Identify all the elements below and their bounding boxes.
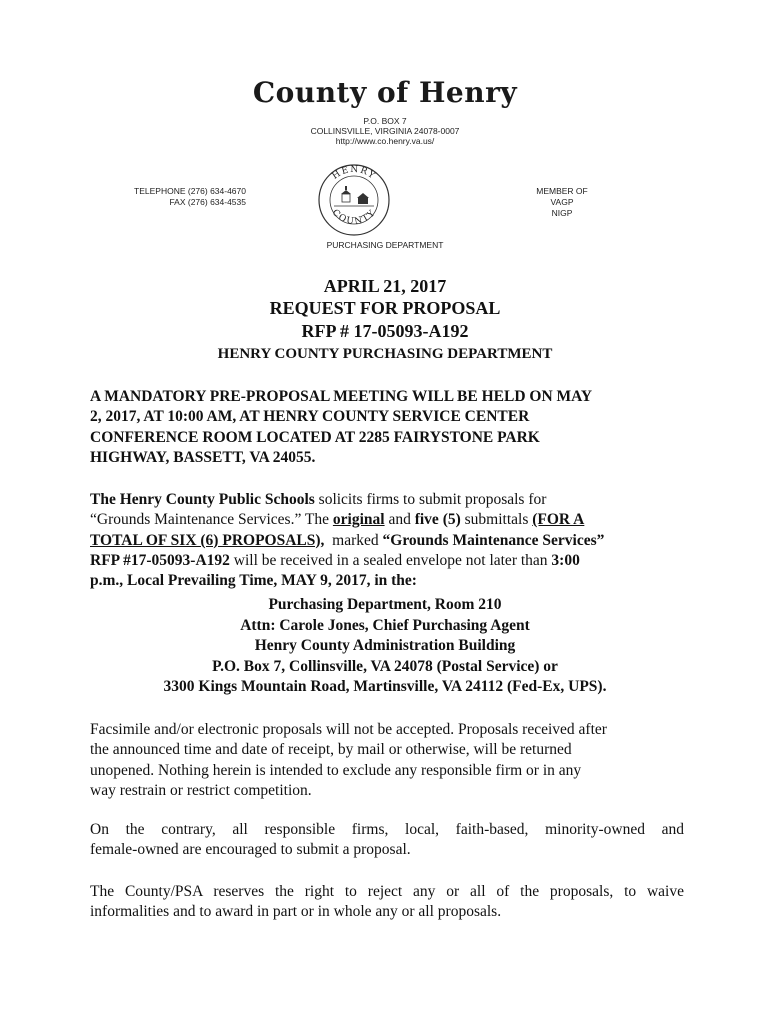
telephone-line: TELEPHONE (276) 634-4670 [134, 186, 246, 196]
solicitation-line-3 [90, 531, 684, 551]
website-line: http://www.co.henry.va.us/ [335, 136, 435, 146]
original-emphasis: original [332, 511, 385, 529]
paragraph-line: unopened. Nothing herein is intended to exclude any responsible firm or in any [90, 761, 582, 779]
total-emphasis-b: TOTAL OF SIX (6) PROPOSALS), [90, 531, 325, 549]
solicitation-paragraph [90, 490, 684, 591]
solicitation-line-4 [90, 551, 684, 571]
five-emphasis: five (5) [414, 511, 461, 529]
text-run: solicits firms to submit proposals for [314, 491, 547, 508]
reserves-paragraph [90, 882, 684, 923]
deadline-time: 3:00 [551, 551, 580, 569]
rfp-title: REQUEST FOR PROPOSAL [269, 298, 501, 318]
address-line-2: COLLINSVILLE, VIRGINIA 24078-0007 [310, 126, 460, 136]
deadline-line: p.m., Local Prevailing Time, MAY 9, 2017, in the: [90, 572, 417, 590]
seal-top-text: HENRY [330, 164, 378, 182]
delivery-address [0, 595, 770, 698]
text-run: will be received in a sealed envelope not later than [229, 551, 552, 569]
delivery-line: P.O. Box 7, Collinsville, VA 24078 (Postal Service) or [212, 657, 558, 675]
meeting-line: A MANDATORY PRE-PROPOSAL MEETING WILL BE HELD ON MAY [90, 388, 593, 405]
paragraph-line: female-owned are encouraged to submit a proposal. [90, 841, 411, 859]
meeting-line: 2, 2017, AT 10:00 AM, AT HENRY COUNTY SERVICE CENTER [90, 408, 530, 426]
address-line-1: P.O. BOX 7 [363, 116, 407, 126]
contrary-paragraph [90, 820, 684, 861]
rfp-date: APRIL 21, 2017 [323, 276, 447, 296]
rfp-number: RFP # 17-05093-A192 [301, 321, 469, 341]
fax-line: FAX (276) 634-4535 [169, 197, 246, 207]
meeting-notice [90, 387, 684, 468]
member-nigp: NIGP [551, 208, 573, 218]
paragraph-line: On the contrary, all responsible firms, local, faith-based, minority-owned and [90, 821, 684, 838]
marked-title: “Grounds Maintenance Services” [382, 531, 605, 549]
meeting-line: CONFERENCE ROOM LOCATED AT 2285 FAIRYSTONE PARK [90, 428, 540, 446]
paragraph-line: Facsimile and/or electronic proposals will not be accepted. Proposals received after [90, 721, 607, 738]
solicitation-line-1 [90, 490, 684, 510]
delivery-line: Henry County Administration Building [254, 637, 516, 654]
paragraph-line: informalities and to award in part or in whole any or all proposals. [90, 903, 502, 921]
paragraph-line: way restrain or restrict competition. [90, 781, 312, 799]
text-run: marked [324, 531, 383, 549]
meeting-line: HIGHWAY, BASSETT, VA 24055. [90, 448, 316, 466]
svg-text:COUNTY [330, 208, 378, 227]
facsimile-paragraph [90, 720, 684, 801]
letterhead-department: PURCHASING DEPARTMENT [326, 240, 444, 250]
contact-block [116, 186, 246, 208]
letterhead-title: County of Henry [252, 76, 518, 109]
solicitation-line-2 [90, 510, 684, 530]
seal-bottom-text: COUNTY [329, 207, 379, 228]
delivery-line: Purchasing Department, Room 210 [268, 596, 502, 613]
svg-text:HENRY [331, 165, 378, 182]
paragraph-line: the announced time and date of receipt, by mail or otherwise, will be returned [90, 741, 572, 759]
rfp-ref: RFP #17-05093-A192 [90, 551, 230, 569]
total-emphasis-a: (FOR A [532, 511, 585, 529]
text-run: submittals [460, 511, 533, 529]
delivery-line: Attn: Carole Jones, Chief Purchasing Agent [240, 616, 530, 634]
text-run: and [384, 511, 415, 529]
rfp-department: HENRY COUNTY PURCHASING DEPARTMENT [217, 346, 553, 362]
paragraph-line: The County/PSA reserves the right to reject any or all of the proposals, to waive [90, 883, 684, 900]
org-name: The Henry County Public Schools [90, 491, 315, 508]
member-of: MEMBER OF [536, 186, 588, 196]
delivery-line: 3300 Kings Mountain Road, Martinsville, VA 24112 (Fed-Ex, UPS). [163, 678, 607, 695]
text-run: “Grounds Maintenance Services.” The [90, 511, 333, 529]
county-seal-icon [316, 160, 392, 240]
member-vagp: VAGP [550, 197, 574, 207]
member-block [532, 186, 592, 219]
